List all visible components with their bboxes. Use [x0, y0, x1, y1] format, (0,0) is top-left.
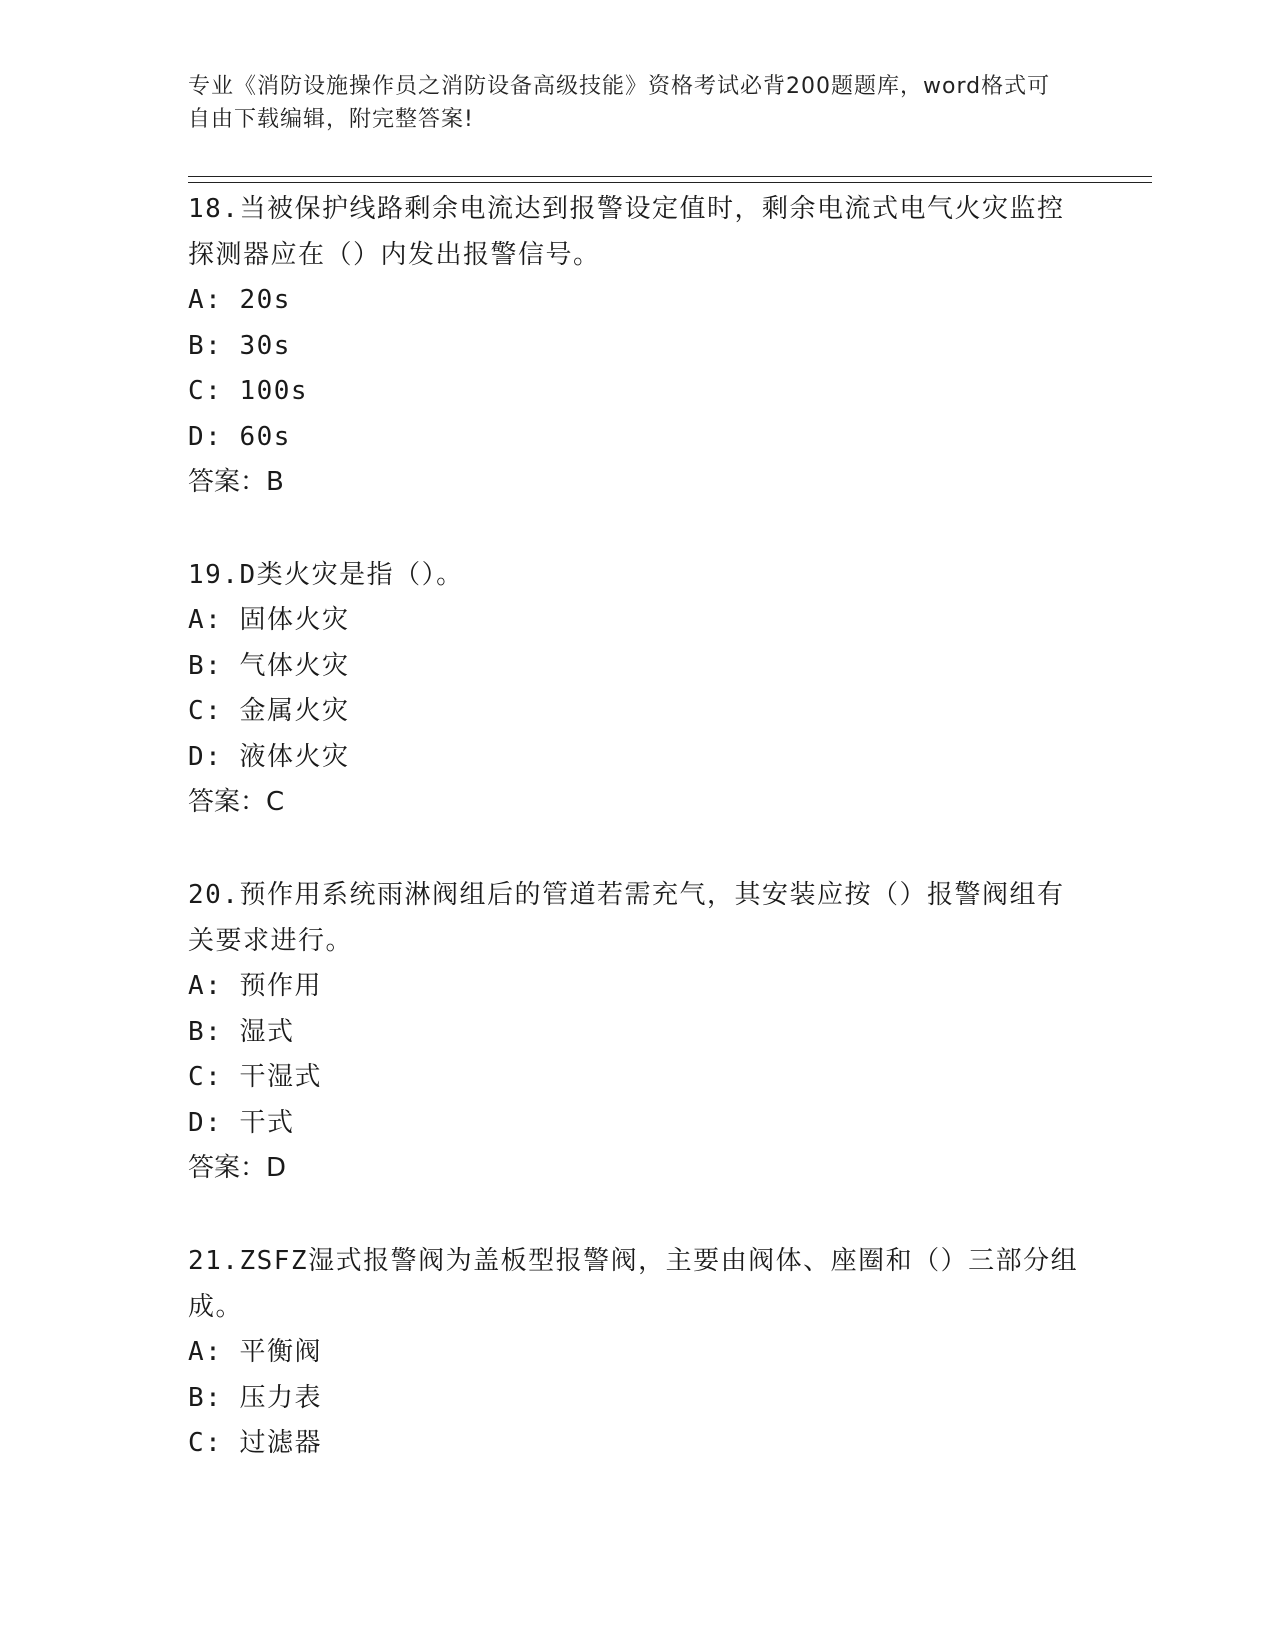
- option-a: A: 平衡阀: [188, 1337, 322, 1367]
- option-b: B: 气体火灾: [188, 650, 350, 681]
- option-a: A: 20s: [188, 285, 291, 315]
- question-stem: 18.当被保护线路剩余电流达到报警设定值时，剩余电流式电气火灾监控探测器应在（）内发出报警信号。: [188, 194, 1065, 270]
- option-b: B: 湿式: [188, 1016, 295, 1047]
- option-d: D: 液体火灾: [188, 741, 350, 772]
- option-c: C: 金属火灾: [188, 696, 350, 726]
- question-stem: 21.ZSFZ湿式报警阀为盖板型报警阀，主要由阀体、座圈和（）三部分组成。: [188, 1246, 1079, 1322]
- option-c: C: 过滤器: [188, 1428, 322, 1458]
- option-a: A: 固体火灾: [188, 605, 350, 635]
- question-20: [188, 872, 1088, 1191]
- answer-line: 答案：C: [188, 787, 285, 817]
- option-d: D: 60s: [188, 421, 291, 452]
- question-18: [188, 186, 1088, 505]
- question-stem: 19.D类火灾是指（）。: [188, 560, 464, 590]
- option-a: A: 预作用: [188, 971, 322, 1001]
- option-c: C: 100s: [188, 376, 309, 406]
- option-c: C: 干湿式: [188, 1062, 322, 1092]
- question-gap: [188, 505, 1088, 552]
- document-header: 专业《消防设施操作员之消防设备高级技能》资格考试必背200题题库，word格式可自由下载编辑，附完整答案!: [188, 74, 1051, 132]
- option-b: B: 30s: [188, 330, 291, 361]
- option-b: B: 压力表: [188, 1382, 322, 1413]
- question-stem: 20.预作用系统雨淋阀组后的管道若需充气，其安装应按（）报警阀组有关要求进行。: [188, 880, 1065, 956]
- question-gap: [188, 825, 1088, 872]
- question-19: [188, 552, 1088, 825]
- question-list: [188, 186, 1088, 1467]
- answer-line: 答案：B: [188, 467, 284, 497]
- question-21: [188, 1238, 1088, 1467]
- answer-line: 答案：D: [188, 1153, 287, 1183]
- question-gap: [188, 1191, 1088, 1238]
- option-d: D: 干式: [188, 1107, 295, 1138]
- header-divider: [188, 176, 1152, 183]
